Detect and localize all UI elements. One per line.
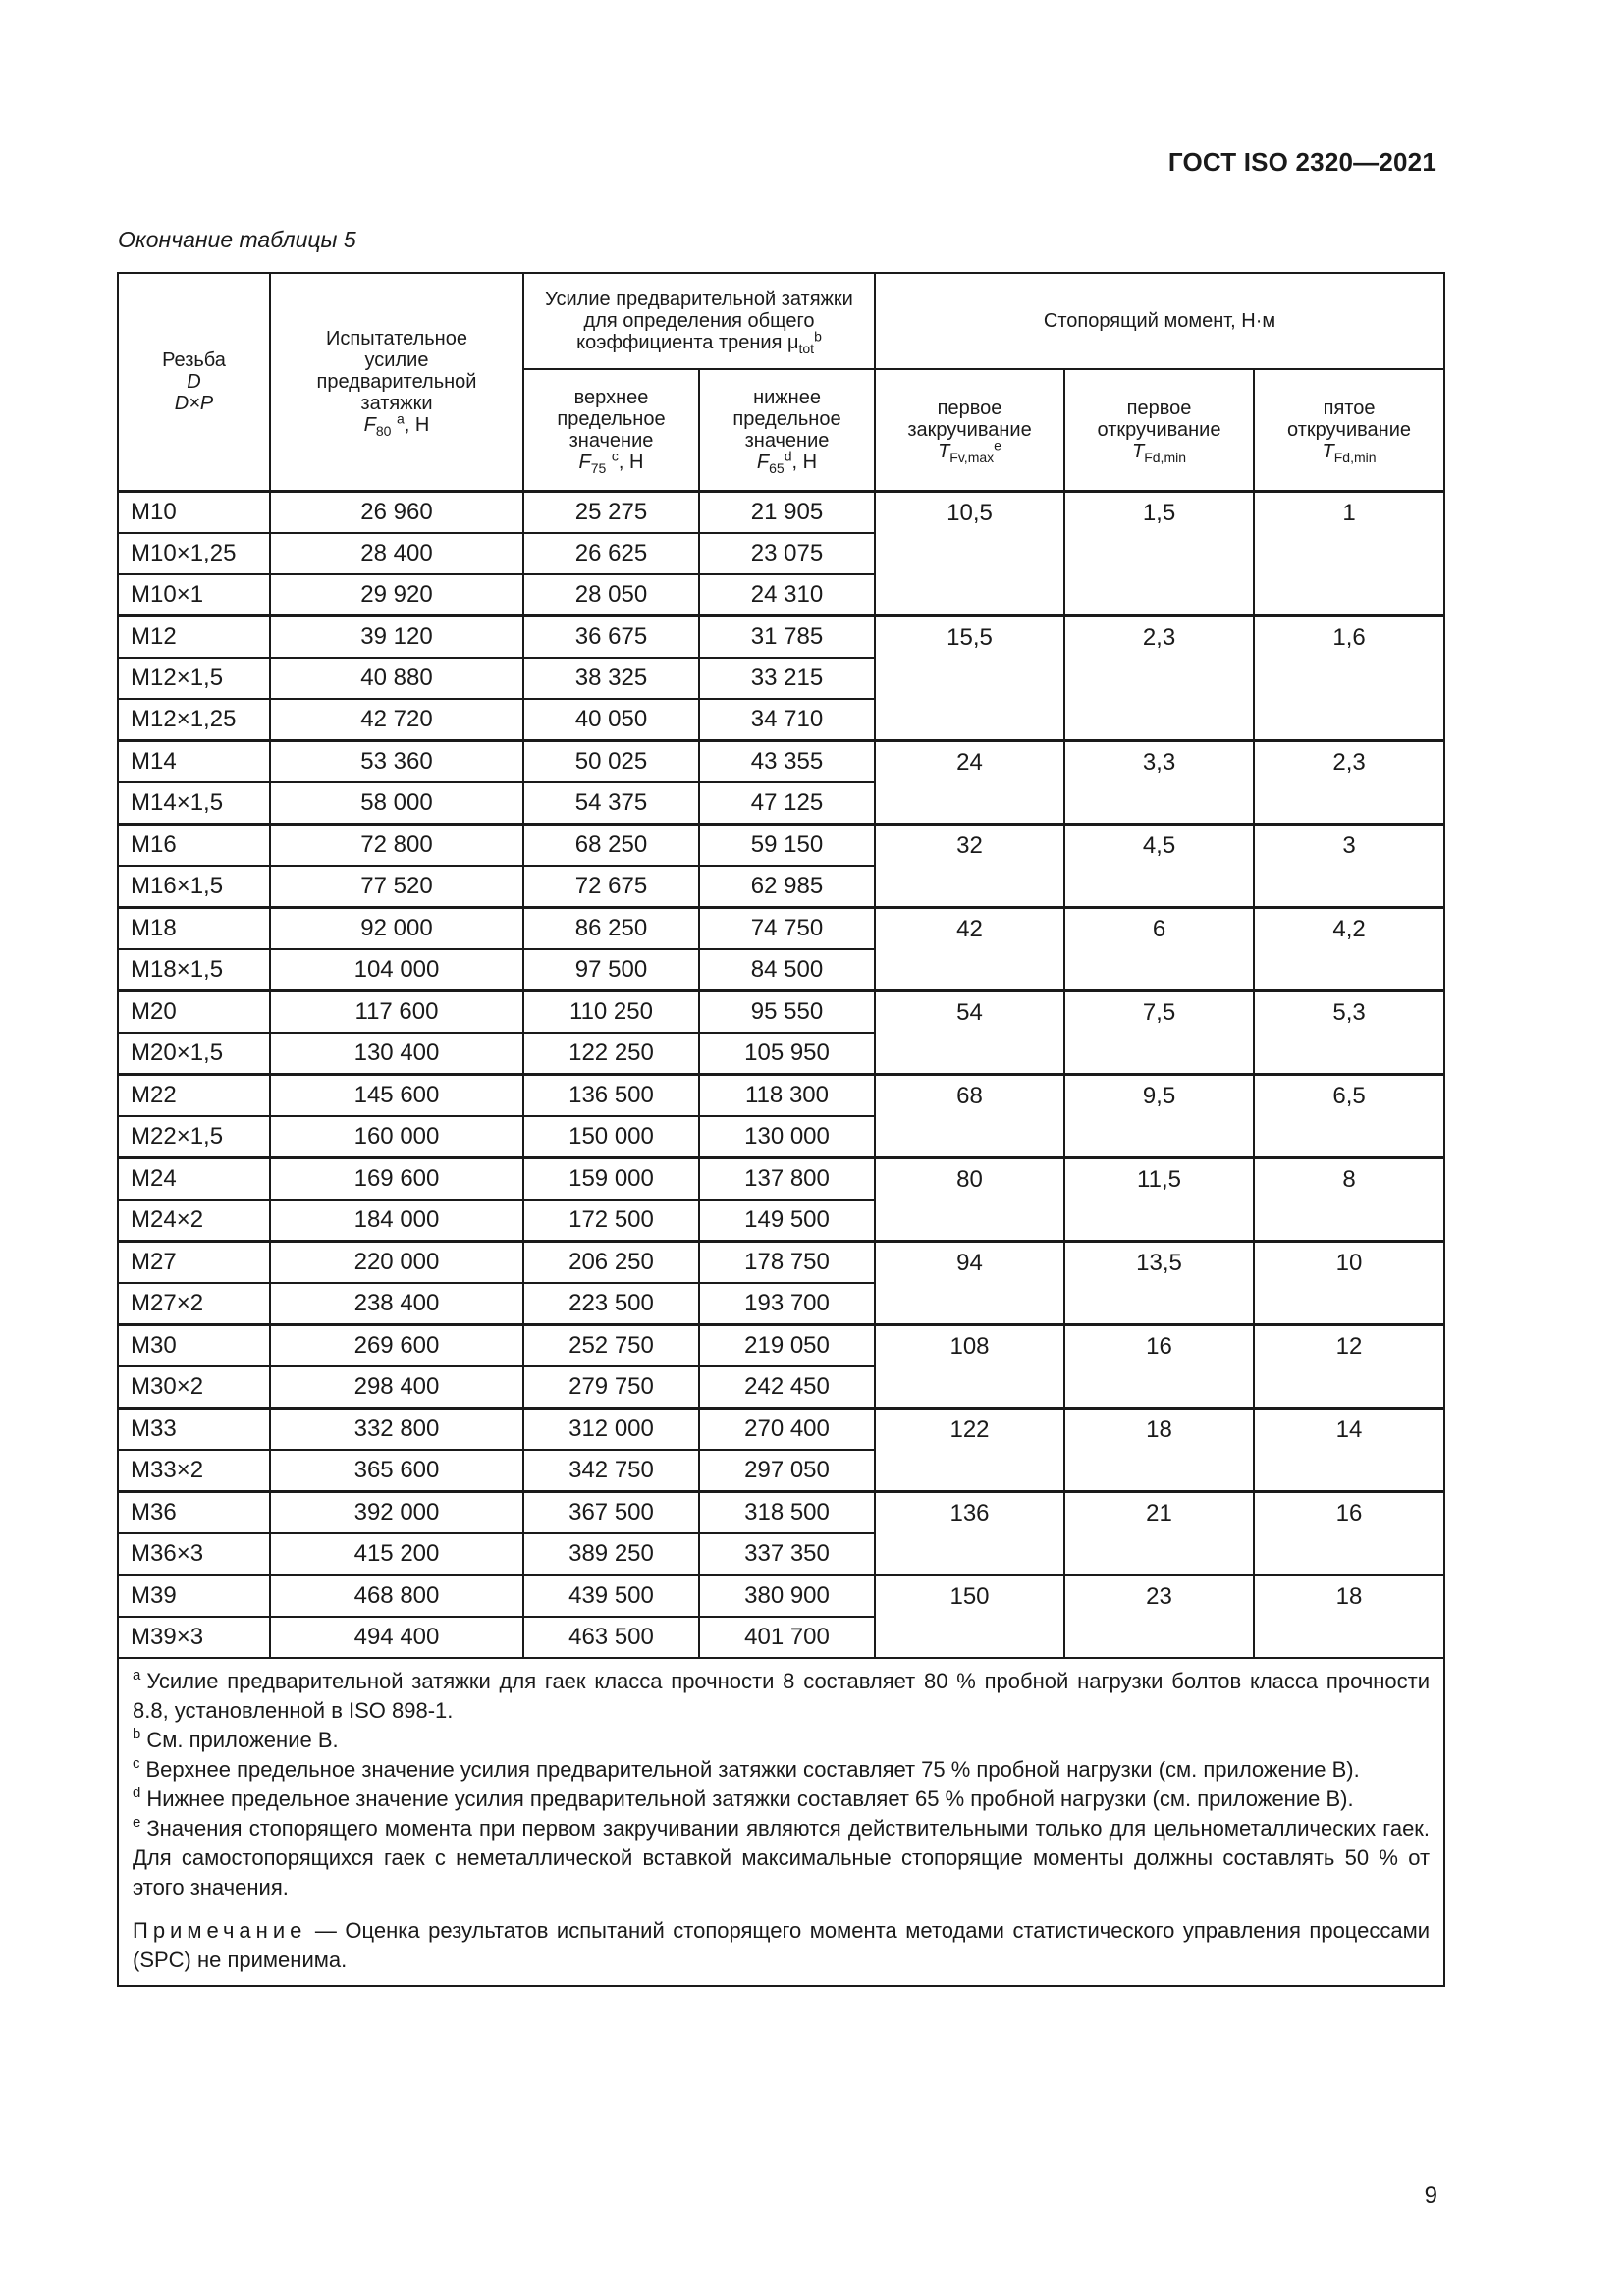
first-off-torque-cell: 9,5 — [1064, 1074, 1254, 1157]
fifth-off-torque-cell: 14 — [1254, 1408, 1444, 1491]
thread-cell: M27×2 — [118, 1283, 270, 1325]
upper-limit-cell: 68 250 — [523, 824, 699, 866]
first-on-torque-cell: 68 — [875, 1074, 1064, 1157]
first-on-torque-cell: 10,5 — [875, 491, 1064, 615]
fifth-off-torque-cell: 1,6 — [1254, 615, 1444, 740]
first-off-torque-cell: 21 — [1064, 1491, 1254, 1575]
upper-limit-cell: 206 250 — [523, 1241, 699, 1283]
first-off-torque-cell: 4,5 — [1064, 824, 1254, 907]
locking-torque-table — [117, 272, 1445, 1987]
proof-load-cell: 298 400 — [270, 1366, 523, 1409]
thread-cell: M20 — [118, 990, 270, 1033]
fifth-off-torque-cell: 10 — [1254, 1241, 1444, 1324]
footnote-mark: b — [133, 1726, 141, 1743]
upper-limit-cell: 439 500 — [523, 1575, 699, 1617]
fifth-off-torque-cell: 12 — [1254, 1324, 1444, 1408]
proof-load-cell: 220 000 — [270, 1241, 523, 1283]
upper-limit-cell: 50 025 — [523, 740, 699, 782]
proof-load-cell: 42 720 — [270, 699, 523, 741]
footnote-text: Верхнее предельное значение усилия предварительной затяжки составляет 75 % пробной нагрузки (см. приложение В). — [145, 1756, 1360, 1782]
table-row — [118, 491, 1444, 533]
proof-load-cell: 160 000 — [270, 1116, 523, 1158]
first-off-torque-cell: 18 — [1064, 1408, 1254, 1491]
thread-cell: M16 — [118, 824, 270, 866]
table-row — [118, 1408, 1444, 1450]
lower-limit-cell: 105 950 — [699, 1033, 875, 1075]
table-row — [118, 1241, 1444, 1283]
lower-limit-cell: 297 050 — [699, 1450, 875, 1492]
proof-load-cell: 40 880 — [270, 658, 523, 699]
proof-load-cell: 72 800 — [270, 824, 523, 866]
thread-cell: M24×2 — [118, 1200, 270, 1242]
fifth-off-torque-cell: 3 — [1254, 824, 1444, 907]
footnote-text: Значения стопорящего момента при первом закручивании являются действительными только для цельнометаллических гаек. Для самостопорящихся гаек с неметаллической вставкой максимальные стопорящие моменты должны составлять 50 % от этого значения. — [133, 1815, 1431, 1899]
first-on-torque-cell: 42 — [875, 907, 1064, 990]
proof-load-cell: 145 600 — [270, 1074, 523, 1116]
upper-limit-cell: 40 050 — [523, 699, 699, 741]
proof-load-cell: 53 360 — [270, 740, 523, 782]
lower-limit-cell: 130 000 — [699, 1116, 875, 1158]
table-row — [118, 1491, 1444, 1533]
lower-limit-cell: 149 500 — [699, 1200, 875, 1242]
fifth-off-torque-cell: 16 — [1254, 1491, 1444, 1575]
thread-cell: M36 — [118, 1491, 270, 1533]
footnote-mark: a — [133, 1667, 141, 1684]
footnote-mark: c — [133, 1755, 140, 1773]
first-on-torque-cell: 94 — [875, 1241, 1064, 1324]
header-proof-load: Испытательное усилие предварительной затяжки $F_{80}$ $^a$, Н — [270, 273, 523, 491]
first-on-torque-cell: 54 — [875, 990, 1064, 1074]
upper-limit-cell: 110 250 — [523, 990, 699, 1033]
first-off-torque-cell: 7,5 — [1064, 990, 1254, 1074]
upper-limit-cell: 72 675 — [523, 866, 699, 908]
thread-cell: M22×1,5 — [118, 1116, 270, 1158]
fifth-off-torque-cell: 8 — [1254, 1157, 1444, 1241]
table-row — [118, 1074, 1444, 1116]
thread-cell: M14 — [118, 740, 270, 782]
proof-load-cell: 92 000 — [270, 907, 523, 949]
page-number: 9 — [1424, 2182, 1437, 2209]
upper-limit-cell: 150 000 — [523, 1116, 699, 1158]
lower-limit-cell: 318 500 — [699, 1491, 875, 1533]
first-on-torque-cell: 15,5 — [875, 615, 1064, 740]
table-row — [118, 615, 1444, 658]
thread-cell: M20×1,5 — [118, 1033, 270, 1075]
table-caption: Окончание таблицы 5 — [118, 227, 356, 252]
footnote-b — [133, 1726, 1430, 1755]
lower-limit-cell: 31 785 — [699, 615, 875, 658]
proof-load-cell: 104 000 — [270, 949, 523, 991]
document-id: ГОСТ ISO 2320—2021 — [1167, 147, 1436, 177]
lower-limit-cell: 118 300 — [699, 1074, 875, 1116]
upper-limit-cell: 172 500 — [523, 1200, 699, 1242]
first-off-torque-cell: 2,3 — [1064, 615, 1254, 740]
footnote-text: Усилие предварительной затяжки для гаек класса прочности 8 составляет 80 % пробной нагрузки болтов класса прочности 8.8, установленной в ISO 898-1. — [133, 1668, 1431, 1723]
header-thread: Резьба D D×P — [118, 273, 270, 491]
upper-limit-cell: 312 000 — [523, 1408, 699, 1450]
first-on-torque-cell: 150 — [875, 1575, 1064, 1658]
fifth-off-torque-cell: 5,3 — [1254, 990, 1444, 1074]
header-upper-limit: верхнее предельное значение $F_{75}$ $^c$, Н — [523, 369, 699, 491]
first-on-torque-cell: 24 — [875, 740, 1064, 824]
table-row — [118, 990, 1444, 1033]
lower-limit-cell: 21 905 — [699, 491, 875, 533]
lower-limit-cell: 74 750 — [699, 907, 875, 949]
fifth-off-torque-cell: 4,2 — [1254, 907, 1444, 990]
upper-limit-cell: 389 250 — [523, 1533, 699, 1575]
header-locking-torque: Стопорящий момент, Н·м — [875, 273, 1444, 369]
thread-cell: M10×1,25 — [118, 533, 270, 574]
upper-limit-cell: 159 000 — [523, 1157, 699, 1200]
first-off-torque-cell: 6 — [1064, 907, 1254, 990]
proof-load-cell: 58 000 — [270, 782, 523, 825]
lower-limit-cell: 33 215 — [699, 658, 875, 699]
lower-limit-cell: 24 310 — [699, 574, 875, 616]
lower-limit-cell: 62 985 — [699, 866, 875, 908]
thread-cell: M16×1,5 — [118, 866, 270, 908]
proof-load-cell: 494 400 — [270, 1617, 523, 1658]
header-fifth-off: пятое откручивание $T_{Fd,min}$ — [1254, 369, 1444, 491]
thread-cell: M18×1,5 — [118, 949, 270, 991]
thread-cell: M27 — [118, 1241, 270, 1283]
lower-limit-cell: 137 800 — [699, 1157, 875, 1200]
upper-limit-cell: 38 325 — [523, 658, 699, 699]
upper-limit-cell: 463 500 — [523, 1617, 699, 1658]
footnotes-block — [118, 1658, 1444, 1986]
upper-limit-cell: 367 500 — [523, 1491, 699, 1533]
thread-cell: M36×3 — [118, 1533, 270, 1575]
footnotes-list — [133, 1667, 1430, 1902]
thread-cell: M12 — [118, 615, 270, 658]
header-lower-limit: нижнее предельное значение $F_{65}^d$, Н — [699, 369, 875, 491]
lower-limit-cell: 43 355 — [699, 740, 875, 782]
first-off-torque-cell: 23 — [1064, 1575, 1254, 1658]
proof-load-cell: 130 400 — [270, 1033, 523, 1075]
upper-limit-cell: 252 750 — [523, 1324, 699, 1366]
lower-limit-cell: 219 050 — [699, 1324, 875, 1366]
first-on-torque-cell: 80 — [875, 1157, 1064, 1241]
proof-load-cell: 28 400 — [270, 533, 523, 574]
thread-cell: M18 — [118, 907, 270, 949]
thread-cell: M39 — [118, 1575, 270, 1617]
lower-limit-cell: 47 125 — [699, 782, 875, 825]
thread-cell: M33×2 — [118, 1450, 270, 1492]
footnote-e — [133, 1814, 1430, 1902]
first-on-torque-cell: 32 — [875, 824, 1064, 907]
upper-limit-cell: 26 625 — [523, 533, 699, 574]
thread-cell: M30 — [118, 1324, 270, 1366]
footnote-c — [133, 1755, 1430, 1785]
proof-load-cell: 184 000 — [270, 1200, 523, 1242]
table-row — [118, 1575, 1444, 1617]
proof-load-cell: 415 200 — [270, 1533, 523, 1575]
footnote-mark: e — [133, 1814, 141, 1832]
proof-load-cell: 238 400 — [270, 1283, 523, 1325]
proof-load-cell: 332 800 — [270, 1408, 523, 1450]
table-row — [118, 1324, 1444, 1366]
table-body — [118, 491, 1444, 1658]
proof-load-cell: 39 120 — [270, 615, 523, 658]
proof-load-cell: 26 960 — [270, 491, 523, 533]
thread-cell: M22 — [118, 1074, 270, 1116]
proof-load-cell: 117 600 — [270, 990, 523, 1033]
first-on-torque-cell: 122 — [875, 1408, 1064, 1491]
proof-load-cell: 29 920 — [270, 574, 523, 616]
first-off-torque-cell: 13,5 — [1064, 1241, 1254, 1324]
upper-limit-cell: 36 675 — [523, 615, 699, 658]
upper-limit-cell: 25 275 — [523, 491, 699, 533]
fifth-off-torque-cell: 18 — [1254, 1575, 1444, 1658]
proof-load-cell: 392 000 — [270, 1491, 523, 1533]
first-off-torque-cell: 3,3 — [1064, 740, 1254, 824]
thread-cell: M14×1,5 — [118, 782, 270, 825]
lower-limit-cell: 84 500 — [699, 949, 875, 991]
thread-cell: M12×1,5 — [118, 658, 270, 699]
upper-limit-cell: 136 500 — [523, 1074, 699, 1116]
lower-limit-cell: 242 450 — [699, 1366, 875, 1409]
first-on-torque-cell: 136 — [875, 1491, 1064, 1575]
proof-load-cell: 269 600 — [270, 1324, 523, 1366]
lower-limit-cell: 23 075 — [699, 533, 875, 574]
lower-limit-cell: 270 400 — [699, 1408, 875, 1450]
footnote-mark: d — [133, 1785, 141, 1802]
proof-load-cell: 365 600 — [270, 1450, 523, 1492]
footnote-d — [133, 1785, 1430, 1814]
footnote-text: Нижнее предельное значение усилия предварительной затяжки составляет 65 % пробной нагрузки (см. приложение В). — [146, 1786, 1354, 1811]
upper-limit-cell: 54 375 — [523, 782, 699, 825]
upper-limit-cell: 223 500 — [523, 1283, 699, 1325]
fifth-off-torque-cell: 1 — [1254, 491, 1444, 615]
footnote-text: См. приложение В. — [146, 1727, 339, 1752]
table-row — [118, 740, 1444, 782]
proof-load-cell: 169 600 — [270, 1157, 523, 1200]
footnote-a — [133, 1667, 1430, 1726]
lower-limit-cell: 337 350 — [699, 1533, 875, 1575]
first-off-torque-cell: 11,5 — [1064, 1157, 1254, 1241]
lower-limit-cell: 59 150 — [699, 824, 875, 866]
thread-cell: M12×1,25 — [118, 699, 270, 741]
upper-limit-cell: 28 050 — [523, 574, 699, 616]
first-off-torque-cell: 16 — [1064, 1324, 1254, 1408]
lower-limit-cell: 34 710 — [699, 699, 875, 741]
thread-cell: M33 — [118, 1408, 270, 1450]
thread-cell: M24 — [118, 1157, 270, 1200]
lower-limit-cell: 401 700 — [699, 1617, 875, 1658]
first-on-torque-cell: 108 — [875, 1324, 1064, 1408]
lower-limit-cell: 95 550 — [699, 990, 875, 1033]
thread-cell: M30×2 — [118, 1366, 270, 1409]
thread-cell: M10×1 — [118, 574, 270, 616]
upper-limit-cell: 97 500 — [523, 949, 699, 991]
header-first-on: первое закручивание $T_{Fv,max}^e$ — [875, 369, 1064, 491]
proof-load-cell: 468 800 — [270, 1575, 523, 1617]
fifth-off-torque-cell: 2,3 — [1254, 740, 1444, 824]
lower-limit-cell: 193 700 — [699, 1283, 875, 1325]
thread-cell: M39×3 — [118, 1617, 270, 1658]
lower-limit-cell: 380 900 — [699, 1575, 875, 1617]
first-off-torque-cell: 1,5 — [1064, 491, 1254, 615]
upper-limit-cell: 279 750 — [523, 1366, 699, 1409]
lower-limit-cell: 178 750 — [699, 1241, 875, 1283]
thread-cell: M10 — [118, 491, 270, 533]
proof-load-cell: 77 520 — [270, 866, 523, 908]
header-clamp-force: Усилие предварительной затяжки для определения общего коэффициента трения $\mu_{tot}^b$ — [523, 273, 875, 369]
table-row — [118, 1157, 1444, 1200]
table-row — [118, 907, 1444, 949]
upper-limit-cell: 342 750 — [523, 1450, 699, 1492]
fifth-off-torque-cell: 6,5 — [1254, 1074, 1444, 1157]
upper-limit-cell: 86 250 — [523, 907, 699, 949]
header-first-off: первое откручивание $T_{Fd,min}$ — [1064, 369, 1254, 491]
upper-limit-cell: 122 250 — [523, 1033, 699, 1075]
table-row — [118, 824, 1444, 866]
note-paragraph: Примечание — Оценка результатов испытаний стопорящего момента методами статистического управления процессами (SPC) не применима. — [133, 1917, 1431, 1972]
